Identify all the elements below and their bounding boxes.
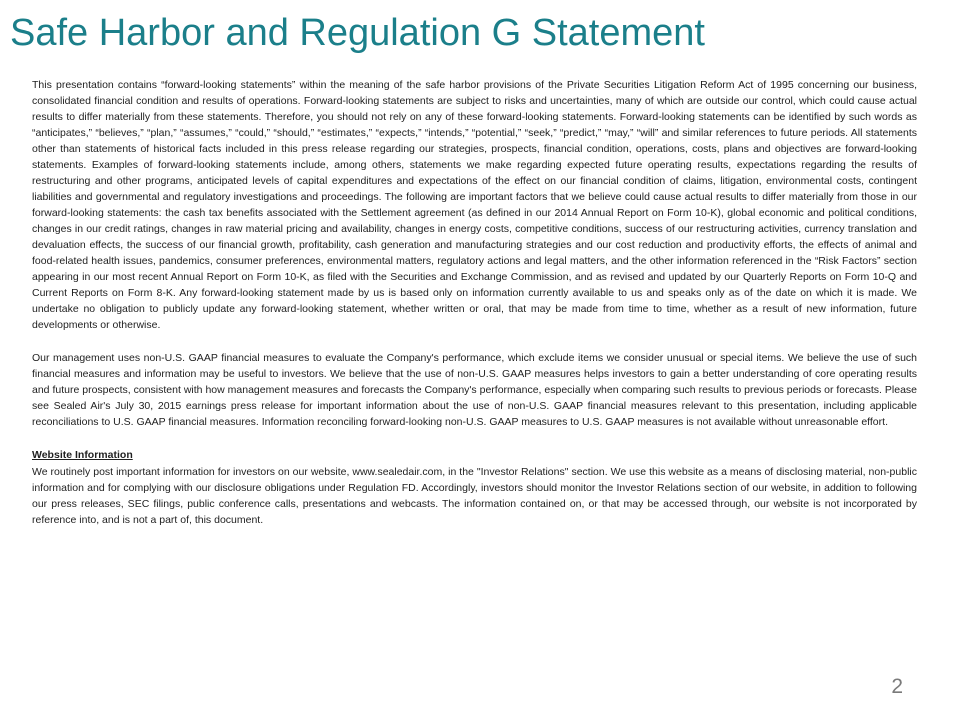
slide-body bbox=[32, 77, 917, 528]
forward-looking-statements-paragraph: This presentation contains “forward-looking statements” within the meaning of the safe harbor provisions of the Private Securities Litigation Reform Act of 1995 concerning our business, consolidated financial condition and results of operations. Forward-looking statements are subject to risks and uncertainties, many of which are outside our control, which could cause actual results to differ materially from these statements. Therefore, you should not rely on any of these forward-looking statements. Forward-looking statements can be identified by such words as “anticipates,” “believes,” “plan,” “assumes,” “could,” “should,” “estimates,” “expects,” “intends,” “potential,” “seek,” “predict,” “may,” “will” and similar references to future periods. All statements other than statements of historical facts included in this press release regarding our strategies, prospects, financial condition, operations, costs, plans and objectives are forward-looking statements. Examples of forward-looking statements include, among others, statements we make regarding expected future operating results, expectations regarding the results of restructuring and other programs, anticipated levels of capital expenditures and expectations of the effect on our financial condition of claims, litigation, environmental costs, contingent liabilities and governmental and regulatory investigations and proceedings. The following are important factors that we believe could cause actual results to differ materially from those in our forward-looking statements: the cash tax benefits associated with the Settlement agreement (as defined in our 2014 Annual Report on Form 10-K), global economic and political conditions, changes in our credit ratings, changes in raw material pricing and availability, changes in energy costs, competitive conditions, success of our restructuring activities, currency translation and devaluation effects, the success of our financial growth, profitability, cash generation and manufacturing strategies and our cost reduction and productivity efforts, the effects of animal and food-related health issues, pandemics, consumer preferences, environmental matters, regulatory actions and legal matters, and the other information referenced in the “Risk Factors” section appearing in our most recent Annual Report on Form 10-K, as filed with the Securities and Exchange Commission, and as revised and updated by our Quarterly Reports on Form 10-Q and Current Reports on Form 8-K. Any forward-looking statement made by us is based only on information currently available to us and speaks only as of the date on which it is made. We undertake no obligation to publicly update any forward-looking statement, whether written or oral, that may be made from time to time, whether as a result of new information, future developments or otherwise. bbox=[32, 79, 917, 331]
website-information-paragraph: We routinely post important information for investors on our website, www.sealedair.com, in the "Investor Relations" section. We use this website as a means of disclosing material, non-public information and for complying with our disclosure obligations under Regulation FD. Accordingly, investors should monitor the Investor Relations section of our website, in addition to following our press releases, SEC filings, public conference calls, presentations and webcasts. The information contained on, or that may be accessed through, our website is not incorporated by reference into, and is not a part of, this document. bbox=[32, 466, 917, 526]
page-number: 2 bbox=[891, 675, 903, 698]
non-gaap-measures-paragraph: Our management uses non-U.S. GAAP financial measures to evaluate the Company's performance, which exclude items we consider unusual or special items. We believe the use of such financial measures and information may be useful to investors. We believe that the use of non-U.S. GAAP measures helps investors to gain a better understanding of core operating results and future prospects, consistent with how management measures and forecasts the Company's performance, especially when comparing such results to previous periods or forecasts. Please see Sealed Air's July 30, 2015 earnings press release for important information about the use of non-U.S. GAAP financial measures relevant to this presentation, including applicable reconciliations to U.S. GAAP financial measures. Information reconciling forward-looking non-U.S. GAAP measures to U.S. GAAP measures is not available without unreasonable effort. bbox=[32, 352, 917, 428]
slide-title: Safe Harbor and Regulation G Statement bbox=[10, 12, 705, 54]
website-information-heading: Website Information bbox=[32, 449, 133, 461]
